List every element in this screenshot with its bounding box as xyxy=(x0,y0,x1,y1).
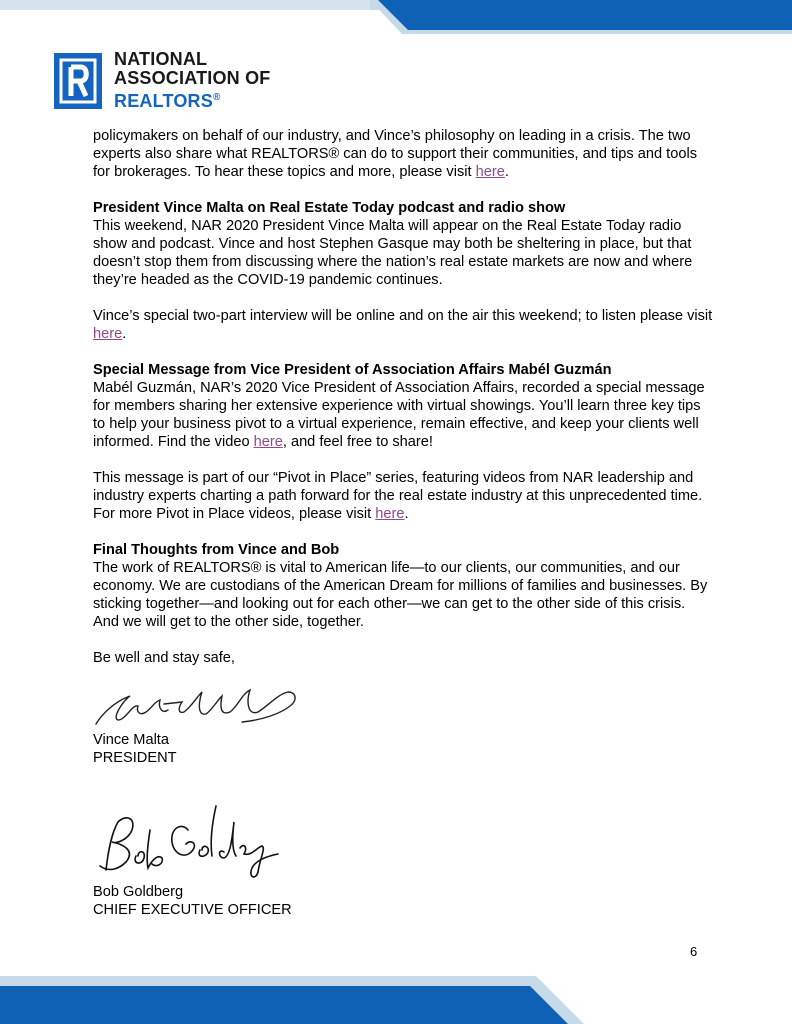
signer-name: Vince Malta xyxy=(93,732,169,748)
interview-paragraph: Vince’s special two-part interview will be online and on the air this weekend; to listen please visit here. xyxy=(93,308,713,342)
intro-here-link[interactable]: here xyxy=(475,164,505,180)
logo-line-realtors: REALTORS xyxy=(114,91,213,111)
signer-title: PRESIDENT xyxy=(93,750,177,766)
video-here-link[interactable]: here xyxy=(253,434,283,450)
section-heading-special-message: Special Message from Vice President of Association Affairs Mabél Guzmán xyxy=(93,362,612,378)
page-number: 6 xyxy=(690,944,698,959)
nar-logo xyxy=(54,50,270,111)
podcast-paragraph: This weekend, NAR 2020 President Vince Malta will appear on the Real Estate Today radio show and podcast. Vince and host Stephen Gasque may both be sheltering in place, but that doesn’t stop them from discussing where the nation’s real estate markets are now and where they’re headed as the COVID-19 pandemic continues. xyxy=(93,218,693,288)
special-message-paragraph: Mabél Guzmán, NAR’s 2020 Vice President of Association Affairs, recorded a special message for members sharing her extensive experience with virtual showings. You’ll learn three key tips to help your business pivot to a virtual experience, remain effective, and keep your clients well informed. Find the video here, and feel free to share! xyxy=(93,380,705,450)
signature-block-ceo xyxy=(93,883,292,919)
interview-here-link[interactable]: here xyxy=(93,326,123,342)
letter-body xyxy=(93,127,713,685)
signature-vince-malta xyxy=(92,684,307,730)
section-heading-podcast: President Vince Malta on Real Estate Today podcast and radio show xyxy=(93,200,566,216)
pivot-here-link[interactable]: here xyxy=(375,506,405,522)
final-thoughts-paragraph: The work of REALTORS® is vital to American life—to our clients, our communities, and our economy. We are custodians of the American Dream for millions of families and businesses. By sticking together—and looking out for each other—we can get to the other side of this crisis. And we will get to the other side, together. xyxy=(93,560,708,630)
bottom-banner xyxy=(0,976,792,1024)
section-heading-final-thoughts: Final Thoughts from Vince and Bob xyxy=(93,542,340,558)
top-banner xyxy=(0,0,792,42)
signer-name: Bob Goldberg xyxy=(93,884,184,900)
signature-bob-goldberg xyxy=(92,800,282,882)
signer-title: CHIEF EXECUTIVE OFFICER xyxy=(93,902,292,918)
registered-mark: ® xyxy=(212,92,221,103)
closing-line: Be well and stay safe, xyxy=(93,650,235,666)
logo-line-association: ASSOCIATION OF xyxy=(114,68,271,88)
intro-paragraph: policymakers on behalf of our industry, and Vince’s philosophy on leading in a crisis. The two experts also share what REALTORS® can do to support their communities, and tips and tools for brokerages. To hear these topics and more, please visit here. xyxy=(93,128,697,180)
pivot-paragraph: This message is part of our “Pivot in Place” series, featuring videos from NAR leadership and industry experts charting a path forward for the real estate industry at this unprecedented time. For more Pivot in Place videos, please visit here. xyxy=(93,470,703,522)
signature-block-president xyxy=(93,731,177,767)
logo-line-national: NATIONAL xyxy=(114,49,208,69)
realtor-r-block-icon xyxy=(54,53,102,109)
